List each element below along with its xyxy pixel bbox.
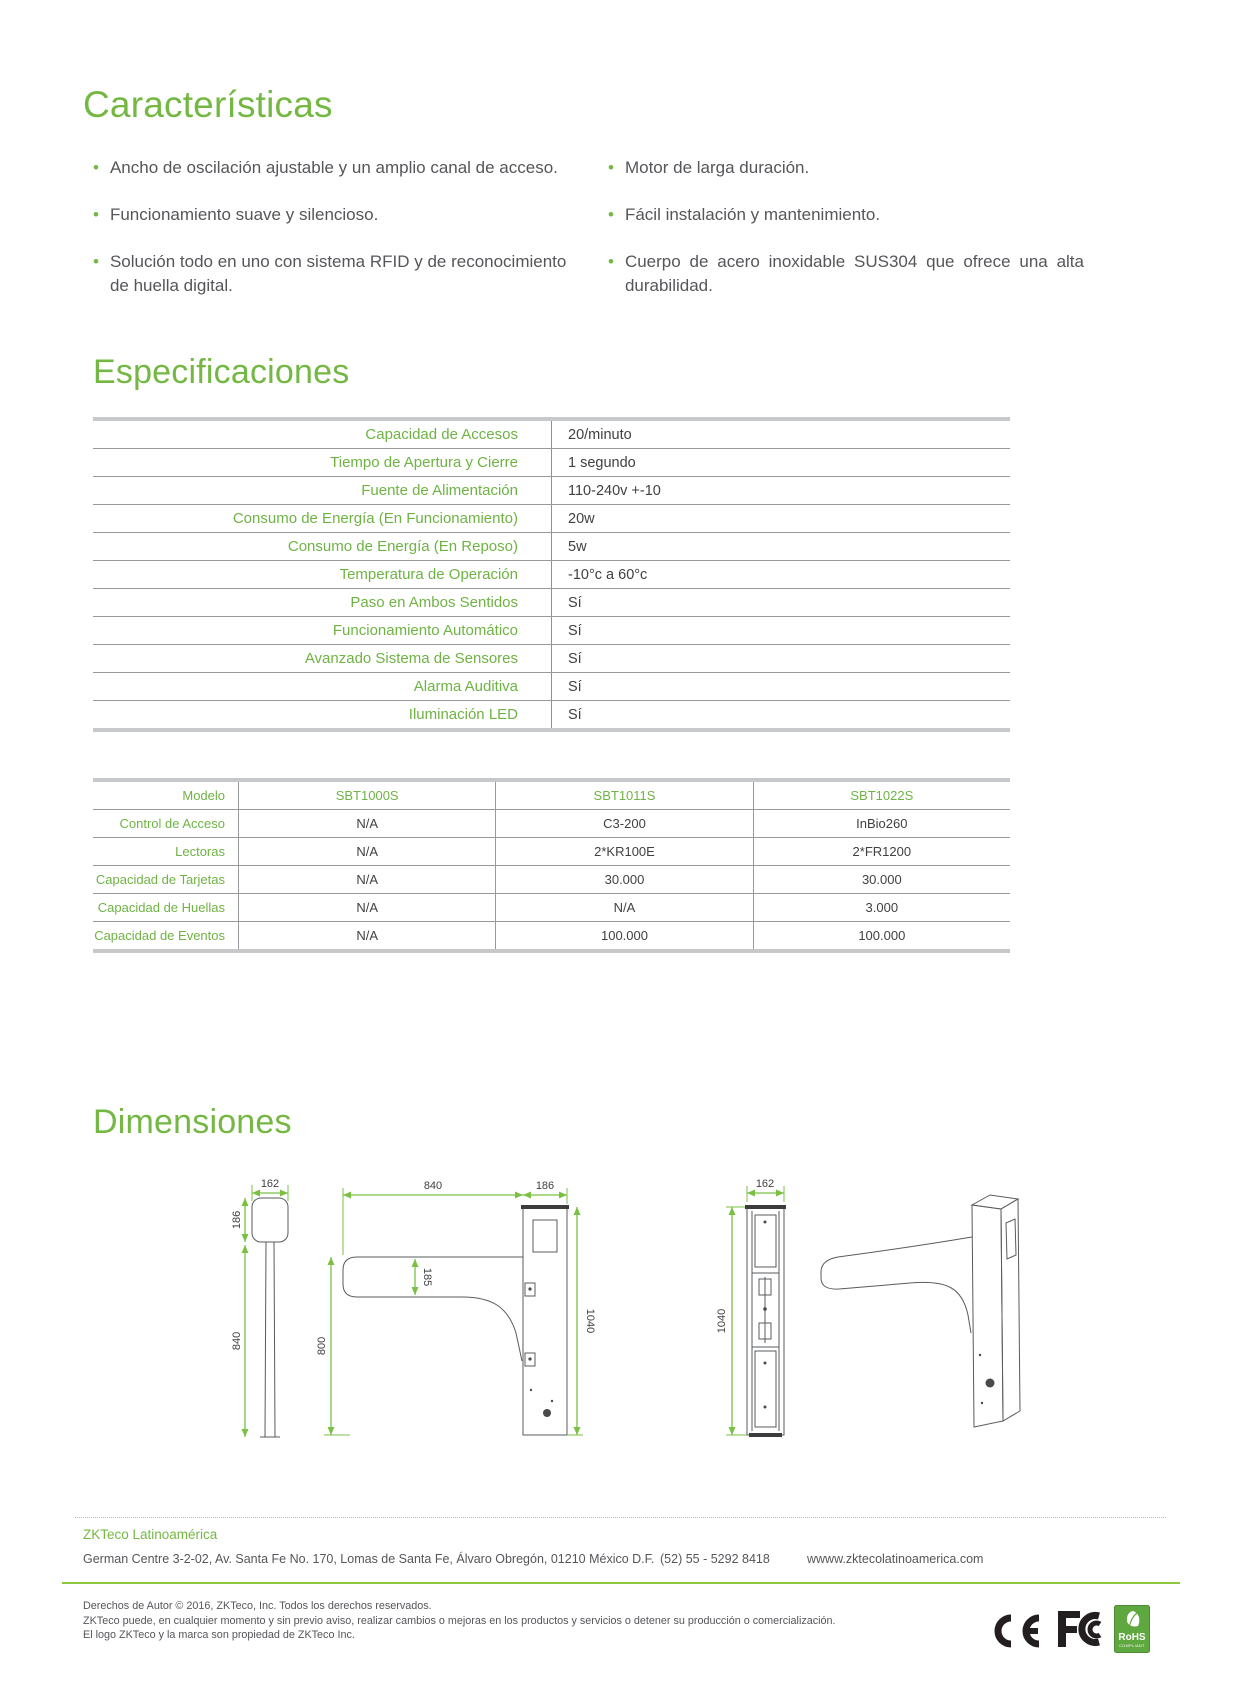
table-row <box>93 809 1010 837</box>
footer-address: German Centre 3-2-02, Av. Santa Fe No. 170, Lomas de Santa Fe, Álvaro Obregón, 01210 México D.F. <box>83 1552 655 1566</box>
dimension-drawings <box>200 1175 1040 1445</box>
bullet-icon: • <box>93 158 99 177</box>
dim-label: 162 <box>260 1178 280 1190</box>
table-row <box>93 421 1010 448</box>
dim-label: 186 <box>231 1210 243 1230</box>
table-row <box>93 560 1010 588</box>
section-title-features: Características <box>83 84 333 125</box>
spec-label: Consumo de Energía (En Reposo) <box>93 533 552 560</box>
feature-item <box>608 250 1084 298</box>
table-row <box>93 448 1010 476</box>
spec-value: 1 segundo <box>568 454 636 471</box>
column-header: SBT1000S <box>238 782 495 809</box>
dim-label: 840 <box>423 1180 443 1192</box>
table-cell: N/A <box>238 894 495 921</box>
spec-value: Sí <box>568 706 582 723</box>
feature-text: Cuerpo de acero inoxidable SUS304 que ofrece una alta durabilidad. <box>624 252 1084 295</box>
table-cell: 2*FR1200 <box>753 838 1010 865</box>
spec-value: 110-240v +-10 <box>568 482 661 499</box>
table-cell: N/A <box>238 866 495 893</box>
dim-label: 840 <box>231 1331 243 1351</box>
spec-value: Sí <box>568 650 582 667</box>
table-cell: N/A <box>238 838 495 865</box>
spec-label: Tiempo de Apertura y Cierre <box>93 449 552 476</box>
bullet-icon: • <box>608 205 614 224</box>
table-cell: 3.000 <box>753 894 1010 921</box>
spec-value: Sí <box>568 622 582 639</box>
feature-item <box>608 203 1084 227</box>
row-label: Capacidad de Huellas <box>97 900 225 915</box>
column-header: SBT1011S <box>495 782 752 809</box>
table-cell: 100.000 <box>495 922 752 949</box>
rohs-sublabel: COMPLIANT <box>1119 1644 1145 1648</box>
table-row <box>93 616 1010 644</box>
spec-value: 5w <box>568 538 587 555</box>
footer-website: wwww.zktecolatinoamerica.com <box>807 1552 984 1566</box>
table-row <box>93 865 1010 893</box>
footer-phone: (52) 55 - 5292 8418 <box>660 1552 770 1566</box>
table-row <box>93 476 1010 504</box>
spec-label: Paso en Ambos Sentidos <box>93 589 552 616</box>
table-cell: N/A <box>238 810 495 837</box>
table-row <box>93 532 1010 560</box>
feature-text: Fácil instalación y mantenimiento. <box>624 205 881 224</box>
legal-line: Derechos de Autor © 2016, ZKTeco, Inc. Todos los derechos reservados. <box>83 1600 432 1612</box>
dim-label: 1040 <box>584 1308 596 1334</box>
spec-value: -10°c a 60°c <box>568 566 648 583</box>
spec-label: Avanzado Sistema de Sensores <box>93 645 552 672</box>
feature-item <box>93 250 580 298</box>
table-row <box>93 588 1010 616</box>
table-cell: N/A <box>495 894 752 921</box>
row-label: Capacidad de Tarjetas <box>95 872 225 887</box>
dim-label: 185 <box>421 1267 433 1287</box>
section-title-specifications: Especificaciones <box>93 353 350 391</box>
specifications-table <box>93 417 1010 732</box>
table-row <box>93 700 1010 728</box>
spec-label: Temperatura de Operación <box>93 561 552 588</box>
table-bottom-bar <box>93 949 1010 953</box>
drawing-front-view <box>716 1178 786 1437</box>
spec-label: Consumo de Energía (En Funcionamiento) <box>93 505 552 532</box>
models-table <box>93 778 1010 953</box>
feature-text: Motor de larga duración. <box>624 158 810 177</box>
rohs-label: RoHS <box>1118 1632 1146 1643</box>
bullet-icon: • <box>93 205 99 224</box>
row-label: Lectoras <box>175 844 225 859</box>
section-title-dimensions: Dimensiones <box>93 1103 292 1141</box>
rohs-compliant-icon <box>1114 1605 1150 1653</box>
table-header-row <box>93 782 1010 809</box>
legal-line: ZKTeco puede, en cualquier momento y sin previo aviso, realizar cambios o mejoras en los productos y servicios o detener su producción o comercialización. <box>83 1614 836 1627</box>
drawing-perspective-view <box>821 1195 1020 1427</box>
spec-label: Fuente de Alimentación <box>93 477 552 504</box>
drawing-side-view <box>316 1180 596 1435</box>
features-list-left <box>93 156 580 321</box>
table-cell: 2*KR100E <box>495 838 752 865</box>
feature-item <box>608 156 1084 180</box>
footer-dotted-divider <box>75 1517 1166 1518</box>
row-label: Capacidad de Eventos <box>94 928 225 943</box>
bullet-icon: • <box>93 252 99 271</box>
feature-item <box>93 156 580 180</box>
table-cell: 30.000 <box>753 866 1010 893</box>
table-cell: InBio260 <box>753 810 1010 837</box>
spec-label: Iluminación LED <box>93 701 552 728</box>
ce-mark-icon <box>986 1612 1044 1650</box>
feature-text: Solución todo en uno con sistema RFID y de reconocimiento de huella digital. <box>109 252 567 295</box>
drawing-pedestal-side <box>231 1178 288 1437</box>
table-row <box>93 921 1010 949</box>
table-cell: 100.000 <box>753 922 1010 949</box>
table-row <box>93 893 1010 921</box>
feature-text: Funcionamiento suave y silencioso. <box>109 205 379 224</box>
table-row <box>93 504 1010 532</box>
fcc-mark-icon <box>1054 1608 1108 1650</box>
spec-value: Sí <box>568 678 582 695</box>
spec-value: Sí <box>568 594 582 611</box>
column-header: Modelo <box>182 788 225 803</box>
dim-label: 162 <box>755 1178 775 1190</box>
features-list-right <box>608 156 1084 321</box>
footer-company-name: ZKTeco Latinoamérica <box>83 1527 218 1542</box>
spec-label: Capacidad de Accesos <box>93 421 552 448</box>
spec-label: Alarma Auditiva <box>93 673 552 700</box>
row-label: Control de Acceso <box>119 816 225 831</box>
table-cell: N/A <box>238 922 495 949</box>
table-cell: 30.000 <box>495 866 752 893</box>
spec-value: 20/minuto <box>568 426 632 443</box>
table-row <box>93 837 1010 865</box>
table-row <box>93 672 1010 700</box>
dim-label: 186 <box>535 1180 555 1192</box>
spec-value: 20w <box>568 510 595 527</box>
table-row <box>93 644 1010 672</box>
bullet-icon: • <box>608 252 614 271</box>
table-bottom-bar <box>93 728 1010 732</box>
bullet-icon: • <box>608 158 614 177</box>
column-header: SBT1022S <box>753 782 1010 809</box>
footer-green-rule <box>62 1582 1180 1584</box>
dim-label: 1040 <box>716 1308 728 1334</box>
table-cell: C3-200 <box>495 810 752 837</box>
spec-label: Funcionamiento Automático <box>93 617 552 644</box>
dim-label: 800 <box>316 1336 328 1356</box>
footer-legal-text <box>83 1599 843 1643</box>
legal-line: El logo ZKTeco y la marca son propiedad de ZKTeco Inc. <box>83 1629 355 1641</box>
feature-text: Ancho de oscilación ajustable y un amplio canal de acceso. <box>109 158 558 177</box>
feature-item <box>93 203 580 227</box>
